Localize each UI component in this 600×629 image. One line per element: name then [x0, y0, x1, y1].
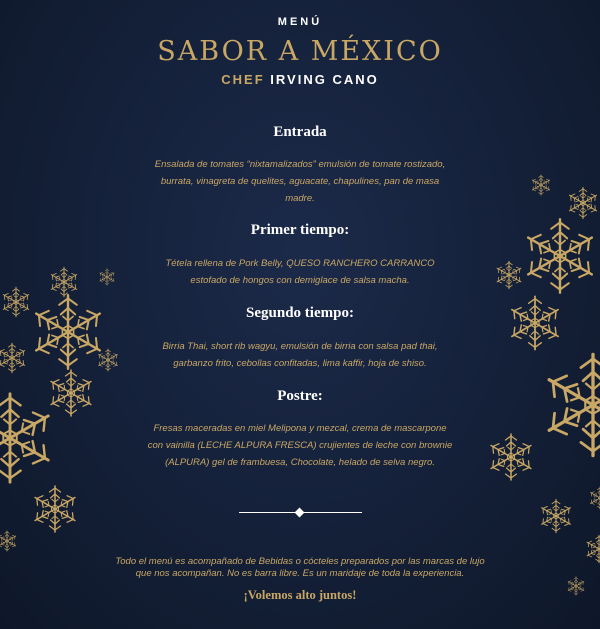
section-body-entrada	[0, 156, 600, 207]
footer-line: que nos acompañan. No es barra libre. Es un maridaje de toda la experiencia.	[135, 568, 465, 579]
dish-line: Birria Thai, short rib wagyu, emulsión de birria con salsa pad thai,	[162, 341, 438, 352]
dish-line: con vainilla (LECHE ALPURA FRESCA) crujientes de leche con brownie	[147, 440, 453, 451]
section-body-postre	[0, 420, 600, 471]
section-body-segundo-tiempo	[0, 338, 600, 372]
menu-label: MENÚ	[277, 16, 323, 28]
divider-diamond-icon	[295, 508, 305, 518]
page-title: SABOR A MÉXICO	[157, 36, 443, 67]
dish-line: Tétela rellena de Pork Belly, QUESO RANCHERO CARRANCO	[165, 258, 435, 269]
section-title-postre: Postre:	[277, 388, 323, 404]
footer-note	[0, 556, 600, 580]
closing-line: ¡Volemos alto juntos!	[243, 588, 357, 602]
snowflake-icon	[538, 498, 574, 534]
chef-prefix: CHEF	[221, 72, 265, 87]
section-title-primer-tiempo: Primer tiempo:	[250, 222, 350, 238]
section-title-segundo-tiempo: Segundo tiempo:	[246, 305, 354, 321]
snowflake-icon	[0, 530, 18, 552]
dish-line: burrata, vinagreta de quelites, aguacate, chapulines, pan de masa	[160, 176, 440, 187]
dish-line: Fresas maceradas en miel Melipona y mezcal, crema de mascarpone	[153, 423, 447, 434]
snowflake-icon	[588, 486, 600, 510]
dish-line: madre.	[285, 193, 315, 204]
dish-line: Ensalada de tomates “nixtamalizados” emulsión de tomate rostizado,	[154, 159, 446, 170]
snowflake-icon	[30, 484, 80, 534]
chef-name: IRVING CANO	[270, 72, 379, 87]
footer-line: Todo el menú es acompañado de Bebidas o cócteles preparados por las marcas de lujo	[115, 556, 485, 567]
section-body-primer-tiempo	[0, 255, 600, 289]
section-title-entrada: Entrada	[273, 124, 327, 140]
dish-line: garbanzo frito, cebollas confitadas, lima kaffir, hoja de shiso.	[173, 358, 427, 369]
chef-line	[0, 72, 600, 87]
dish-line: estofado de hongos con demiglace de salsa macha.	[190, 275, 410, 286]
dish-line: (ALPURA) gel de frambuesa, Chocolate, helado de selva negro.	[165, 457, 435, 468]
